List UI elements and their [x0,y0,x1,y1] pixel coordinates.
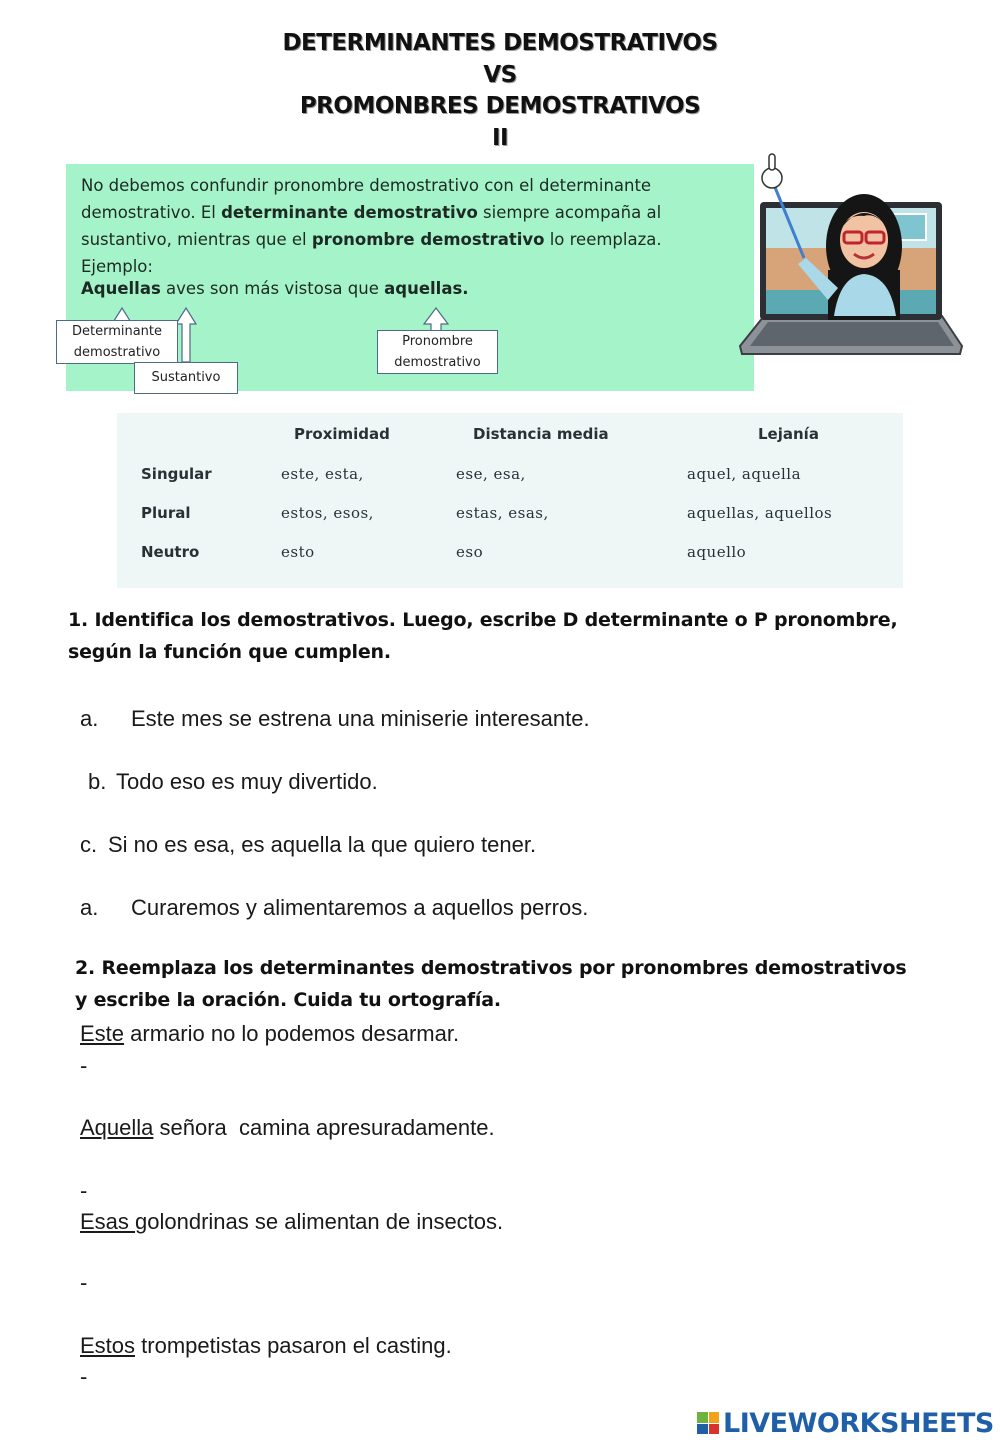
rewrite-sentence: Estos trompetistas pasaron el casting. [80,1333,452,1358]
table-cell: aquello [687,543,747,561]
liveworksheets-logo [697,1408,994,1438]
rewrite-sentence: Este armario no lo podemos desarmar. [80,1021,460,1046]
table-cell: esto [281,543,315,561]
title-line-2: VS [483,62,517,88]
title-line-3: PROMONBRES DEMOSTRATIVOS [299,93,701,119]
exercise-item: a. [80,706,99,731]
table-header: Lejanía [758,425,819,443]
table-cell: estas, esas, [456,504,549,522]
demonstratives-table [117,413,903,588]
title-line-1: DETERMINANTES DEMOSTRATIVOS [282,30,718,56]
table-cell: aquel, aquella [687,465,802,483]
exercise-item: b. [88,769,107,794]
row-label: Neutro [141,543,200,561]
question-2-title: 2. Reemplaza los determinantes demostrativos por pronombres demostrativos y escribe la oración. Cuida tu ortografía. [75,957,907,1011]
rewrite-sentence: Esas golondrinas se alimentan de insectos. [80,1209,504,1234]
label-determinante: Determinante demostrativo [56,320,178,364]
title-line-4: II [491,125,509,151]
table-header: Distancia media [473,425,609,443]
answer-dash[interactable]: - [80,1364,88,1389]
logo-grid-icon [697,1412,719,1434]
label-pronombre: Pronombre demostrativo [377,330,498,374]
table-cell: este, esta, [281,465,364,483]
intro-line-4: Ejemplo: [81,257,153,276]
answer-dash[interactable]: - [80,1053,88,1078]
table-cell: estos, esos, [281,504,374,522]
row-label: Singular [141,465,212,483]
exercise-sentence: Todo eso es muy divertido. [116,769,378,794]
rewrite-sentence: Aquella señora camina apresuradamente. [80,1115,495,1140]
brand-text: LIVEWORKSHEETS [723,1407,994,1439]
answer-dash[interactable]: - [80,1270,88,1295]
intro-line-1: No debemos confundir pronombre demostrativo con el determinante [81,176,652,195]
table-header: Proximidad [294,425,390,443]
exercise-sentence: Curaremos y alimentaremos a aquellos perros. [131,895,589,920]
intro-text [81,172,731,280]
table-cell: aquellas, aquellos [687,504,833,522]
exercise-sentence: Si no es esa, es aquella la que quiero tener. [108,832,537,857]
answer-dash[interactable]: - [80,1178,88,1203]
exercise-sentence: Este mes se estrena una miniserie interesante. [131,706,590,731]
intro-line-2: demostrativo. El determinante demostrativo siempre acompaña al [81,203,662,222]
table-cell: ese, esa, [456,465,526,483]
exercise-item: c. [80,832,98,857]
row-label: Plural [141,504,191,522]
label-sustantivo: Sustantivo [134,362,238,394]
exercise-item: a. [80,895,99,920]
question-1-title: 1. Identifica los demostrativos. Luego, escribe D determinante o P pronombre, según la función que cumplen. [68,609,898,663]
intro-line-3: sustantivo, mientras que el pronombre demostrativo lo reemplaza. [81,230,662,249]
example-sentence: Aquellas aves son más vistosa que aquellas. [81,279,469,298]
table-cell: eso [456,543,484,561]
teacher-laptop-illustration [736,150,966,362]
